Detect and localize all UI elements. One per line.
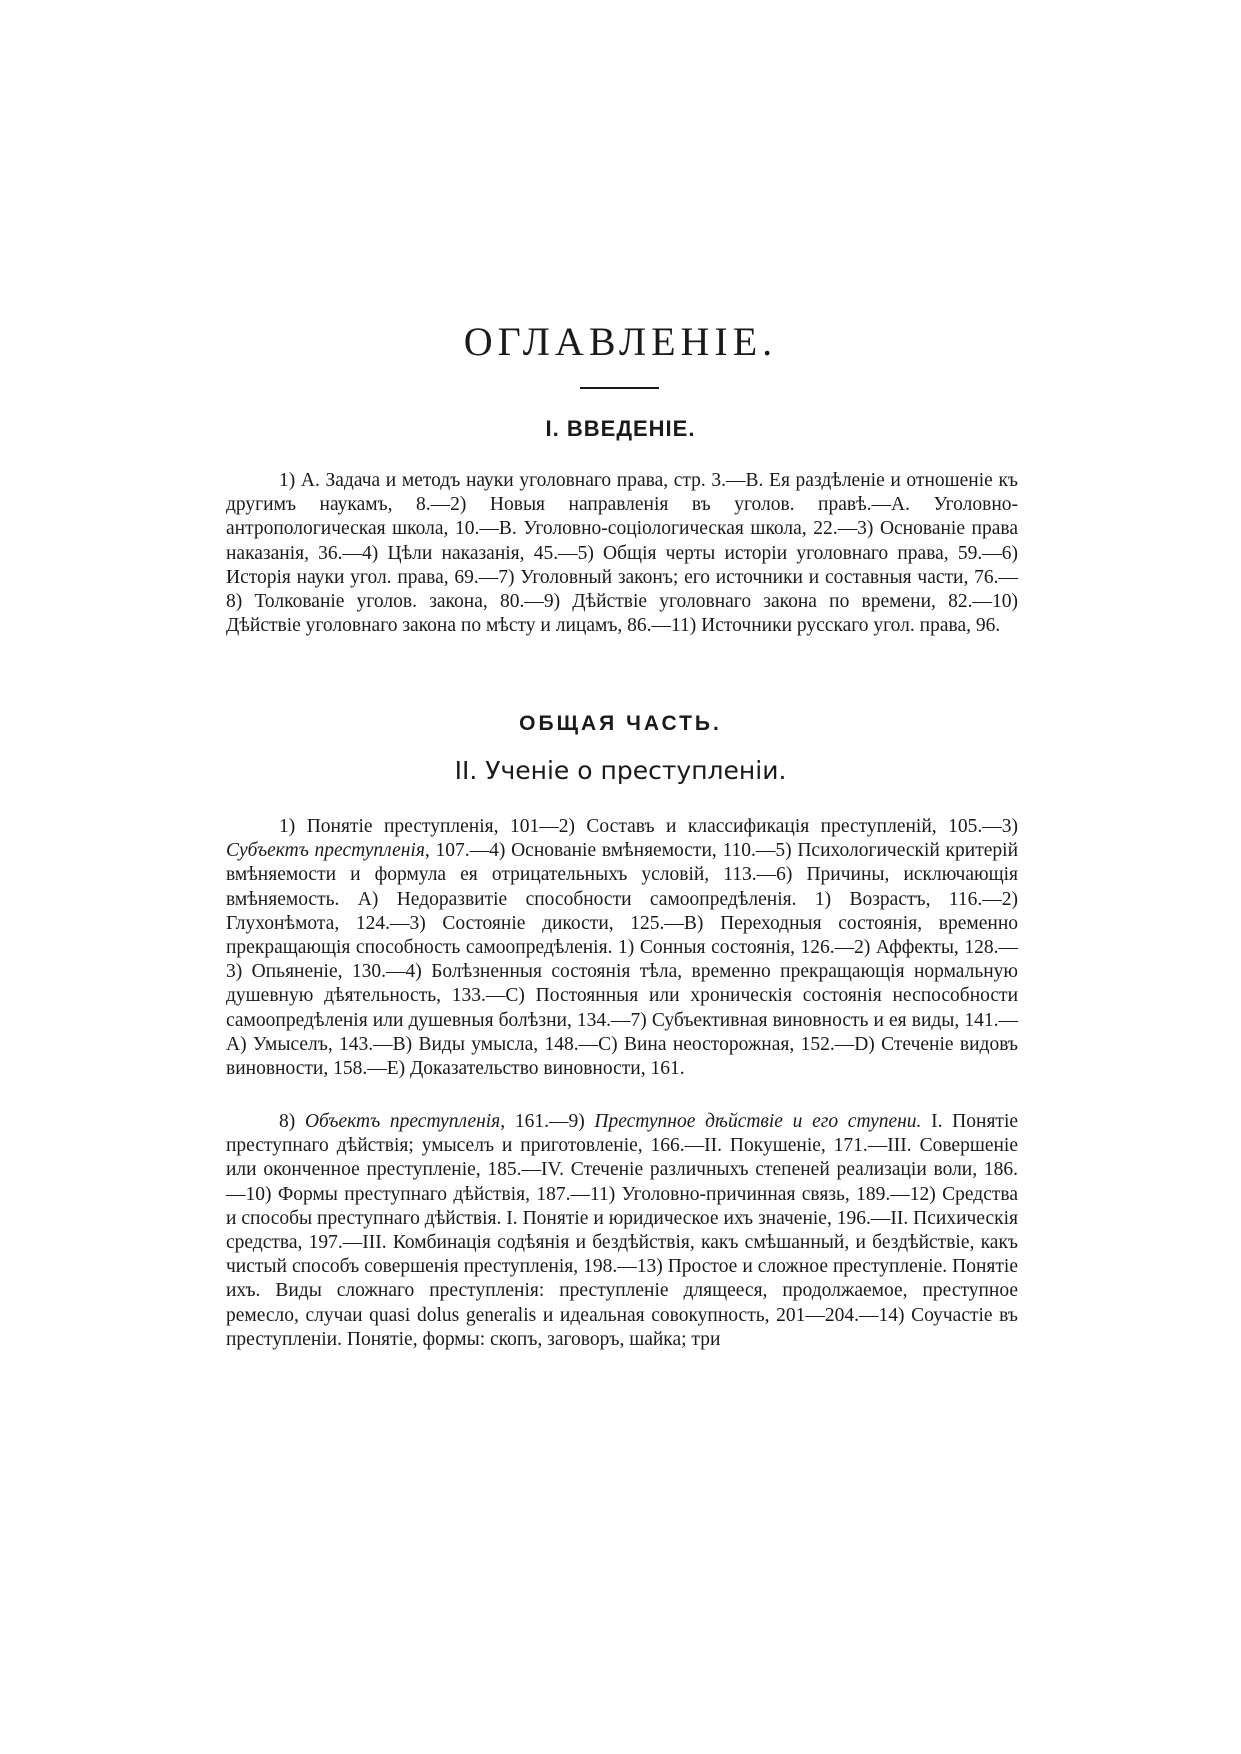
contents-text: 8) (279, 1111, 305, 1132)
contents-emphasis: Преступное дѣйствіе и его ступени. (594, 1111, 922, 1132)
contents-text: 1) Понятіе преступленія, 101—2) Составъ и классификація преступленій, 105.—3) (279, 816, 1018, 837)
chapter-contents-paragraph (226, 1110, 1018, 1352)
chapter-heading-crime-doctrine: II. Ученіе о преступленіи. (454, 756, 787, 785)
introduction-contents: 1) А. Задача и методъ науки уголовнаго права, стр. 3.—В. Ея раздѣленіе и отношеніе къ другимъ наукамъ, 8.—2) Новыя направленія въ уголов. правѣ.—А. Уголовно-антропологическая школа, 10.—В. Уголовно-соціологическая школа, 22.—3) Основаніе права наказанія, 36.—4) Цѣли наказанія, 45.—5) Общія черты исторіи уголовнаго права, 59.—6) Исторія науки угол. права, 69.—7) Уголовный законъ; его источники и составныя части, 76.—8) Толкованіе уголов. закона, 80.—9) Дѣйствіе уголовнаго закона по времени, 82.—10) Дѣйствіе уголовнаго закона по мѣсту и лицамъ, 86.—11) Источники русскаго угол. права, 96. (226, 470, 1018, 637)
contents-text: , 107.—4) Основаніе вмѣняемости, 110.—5) Психологическій критерій вмѣняемости и формула ея отрицательныхъ условій, 113.—6) Причины, исключающія вмѣняемость. А) Недоразвитіе способности самоопредѣленія. 1) Возрастъ, 116.—2) Глухонѣмота, 124.—3) Состояніе дикости, 125.—В) Переходныя состоянія, временно прекращающія способность самоопредѣленія. 1) Сонныя состоянія, 126.—2) Аффекты, 128.—3) Опьяненіе, 130.—4) Болѣзненныя состоянія тѣла, временно прекращающія нормальную душевную дѣятельность, 133.—С) Постоянныя или хроническія состоянія неспособности самоопредѣленія или душевныя болѣзни, 134.—7) Субъективная виновность и ея виды, 141.—А) Умыселъ, 143.—В) Виды умысла, 148.—С) Вина неосторожная, 152.—D) Стеченіе видовъ виновности, 158.—Е) Доказательство виновности, 161. (226, 840, 1018, 1080)
contents-emphasis: Объектъ преступленія (304, 1111, 501, 1132)
page-title: ОГЛАВЛЕНІЕ. (463, 319, 778, 364)
contents-text: , 161.—9) (500, 1111, 595, 1132)
contents-text: I. Понятіе преступнаго дѣйствія; умыселъ и приготовленіе, 166.—II. Покушеніе, 171.—III. Совершеніе или оконченное преступленіе, 185.—IV. Стеченіе различныхъ степеней реализаціи воли, 186.—10) Формы преступнаго дѣйствія, 187.—11) Уголовно-причинная связь, 189.—12) Средства и способы преступнаго дѣйствія. I. Понятіе и юридическое ихъ значеніе, 196.—II. Психическія средства, 197.—III. Комбинація содѣянія и бездѣйствія, какъ смѣшанный, и бездѣйствіе, какъ чистый способъ совершенія преступленія, 198.—13) Простое и сложное преступленіе. Понятіе ихъ. Виды сложнаго преступленія: преступленіе длящееся, продолжаемое, преступное ремесло, случаи quasi dolus generalis и идеальная совокупность, 201—204.—14) Соучастіе въ преступленіи. Понятіе, формы: скопъ, заговоръ, шайка; три (226, 1111, 1019, 1350)
contents-emphasis: Субъектъ преступленія (226, 840, 425, 862)
chapter-contents-paragraph (226, 815, 1018, 1081)
title-divider (580, 387, 659, 389)
section-heading-introduction: I. ВВЕДЕНІЕ. (545, 416, 696, 441)
section-heading-general-part: ОБЩАЯ ЧАСТЬ. (519, 712, 722, 735)
